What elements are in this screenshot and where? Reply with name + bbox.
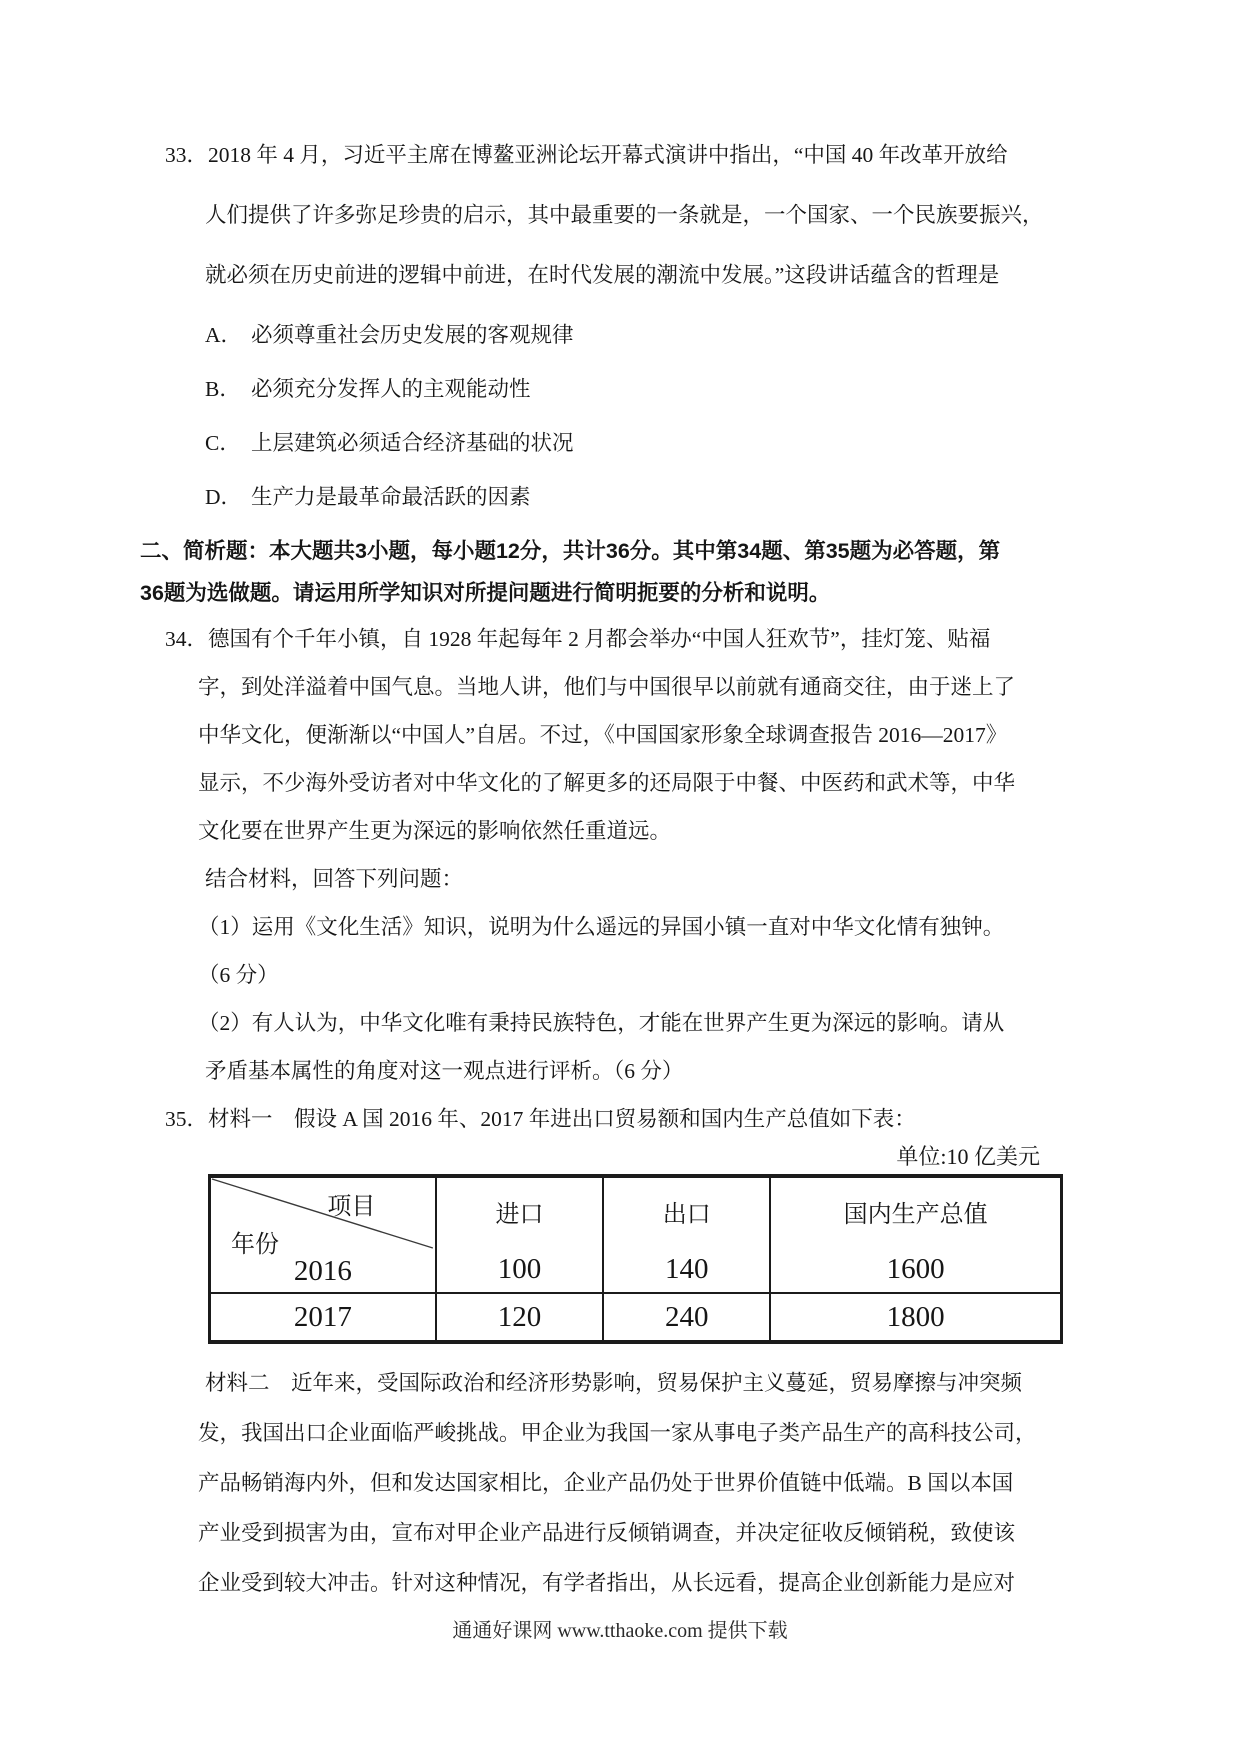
option-a-text: 必须尊重社会历史发展的客观规律	[251, 323, 574, 347]
q34-sub1-score: （6 分）	[198, 963, 279, 987]
q33-line-1	[165, 140, 1240, 170]
cell-2017-gdp: 1800	[886, 1300, 945, 1333]
cell-2016-export: 140	[664, 1253, 709, 1285]
cell-2017-export-wrap	[604, 1294, 771, 1340]
q33-option-c	[205, 428, 1240, 458]
material2-line-5: 企业受到较大冲击。针对这种情况，有学者指出，从长远看，提高企业创新能力是应对	[198, 1571, 1016, 1595]
q34-text-1: 德国有个千年小镇，自 1928 年起每年 2 月都会举办“中国人狂欢节”，挂灯笼、贴福	[208, 627, 991, 651]
option-c-label: C．	[205, 431, 241, 455]
option-d-text: 生产力是最革命最活跃的因素	[251, 485, 531, 509]
col-header-gdp: 国内生产总值	[843, 1202, 988, 1228]
table-header-and-2016-row	[211, 1178, 1060, 1292]
option-b-text: 必须充分发挥人的主观能动性	[251, 377, 531, 401]
option-a-label: A．	[205, 323, 243, 347]
table-unit-label: 单位:10 亿美元	[896, 1144, 1040, 1169]
cell-2016-gdp: 1600	[886, 1253, 945, 1285]
cell-2017-import-wrap	[437, 1294, 604, 1340]
section-two-heading-line-1: 二、简析题：本大题共3小题，每小题12分，共计36分。其中第34题、第35题为必答题，第	[140, 539, 1001, 563]
col-header-export: 出口	[662, 1202, 711, 1228]
column-gdp	[771, 1178, 1060, 1292]
option-c-text: 上层建筑必须适合经济基础的状况	[251, 431, 574, 455]
col-header-import: 进口	[495, 1202, 544, 1228]
footer-download-note: 通通好课网 www.tthaoke.com 提供下载	[452, 1620, 788, 1642]
q33-option-b	[205, 374, 1240, 404]
q33-number: 33．	[165, 143, 209, 167]
q34-sub1: （1）运用《文化生活》知识，说明为什么遥远的异国小镇一直对中华文化情有独钟。	[198, 915, 1005, 939]
table-2017-row	[211, 1292, 1060, 1340]
q33-option-a	[205, 320, 1240, 350]
option-d-label: D．	[205, 485, 243, 509]
cell-year-2017: 2017	[293, 1300, 352, 1333]
material2-line-1: 材料二 近年来，受国际政治和经济形势影响，贸易保护主义蔓延，贸易摩擦与冲突频	[205, 1371, 1023, 1395]
section-two-heading-line-2: 36题为选做题。请运用所学知识对所提问题进行简明扼要的分析和说明。	[140, 581, 831, 605]
q33-line-2: 人们提供了许多弥足珍贵的启示，其中最重要的一条就是，一个国家、一个民族要振兴，	[205, 203, 1044, 227]
trade-gdp-table	[208, 1174, 1063, 1344]
q34-sub2: （2）有人认为，中华文化唯有秉持民族特色，才能在世界产生更为深远的影响。请从	[198, 1011, 1005, 1035]
corner-label-item: 项目	[327, 1194, 376, 1220]
q33-option-d	[205, 482, 1240, 512]
material2-line-4: 产业受到损害为由，宣布对甲企业产品进行反倾销调查，并决定征收反倾销税，致使该	[198, 1521, 1016, 1545]
column-export	[604, 1178, 771, 1292]
q35-material1-intro-line	[165, 1104, 1240, 1134]
corner-label-year: 年份	[231, 1232, 279, 1258]
q34-sub2-continuation: 矛盾基本属性的角度对这一观点进行评析。（6 分）	[205, 1059, 684, 1083]
table-corner-cell	[211, 1178, 437, 1292]
cell-year-2016: 2016	[293, 1255, 352, 1287]
q33-text-1: 2018 年 4 月，习近平主席在博鳌亚洲论坛开幕式演讲中指出，“中国 40 年改革开放给	[208, 143, 1008, 167]
q34-prompt: 结合材料，回答下列问题：	[205, 867, 464, 891]
column-import	[437, 1178, 604, 1292]
material2-line-3: 产品畅销海内外，但和发达国家相比，企业产品仍处于世界价值链中低端。B 国以本国	[198, 1471, 1014, 1495]
q35-material1-intro: 材料一 假设 A 国 2016 年、2017 年进出口贸易额和国内生产总值如下表：	[208, 1107, 916, 1131]
q34-number: 34．	[165, 627, 209, 651]
q33-line-3: 就必须在历史前进的逻辑中前进，在时代发展的潮流中发展。”这段讲话蕴含的哲理是	[205, 263, 1000, 287]
q34-line-2: 字，到处洋溢着中国气息。当地人讲，他们与中国很早以前就有通商交往，由于迷上了	[198, 675, 1016, 699]
q34-line-3: 中华文化，便渐渐以“中国人”自居。不过，《中国国家形象全球调查报告 2016—2017》	[198, 723, 1008, 747]
q34-line-1	[165, 624, 1240, 654]
cell-2017-import: 120	[497, 1300, 542, 1333]
cell-year-2017-wrap	[211, 1294, 437, 1340]
cell-2017-gdp-wrap	[771, 1294, 1060, 1340]
q35-number: 35．	[165, 1107, 209, 1131]
q34-line-5: 文化要在世界产生更为深远的影响依然任重道远。	[198, 819, 672, 843]
q34-line-4: 显示，不少海外受访者对中华文化的了解更多的还局限于中餐、中医药和武术等，中华	[198, 771, 1016, 795]
option-b-label: B．	[205, 377, 241, 401]
cell-2016-import: 100	[497, 1253, 542, 1285]
cell-2017-export: 240	[664, 1300, 709, 1333]
material2-line-2: 发，我国出口企业面临严峻挑战。甲企业为我国一家从事电子类产品生产的高科技公司，	[198, 1421, 1037, 1445]
